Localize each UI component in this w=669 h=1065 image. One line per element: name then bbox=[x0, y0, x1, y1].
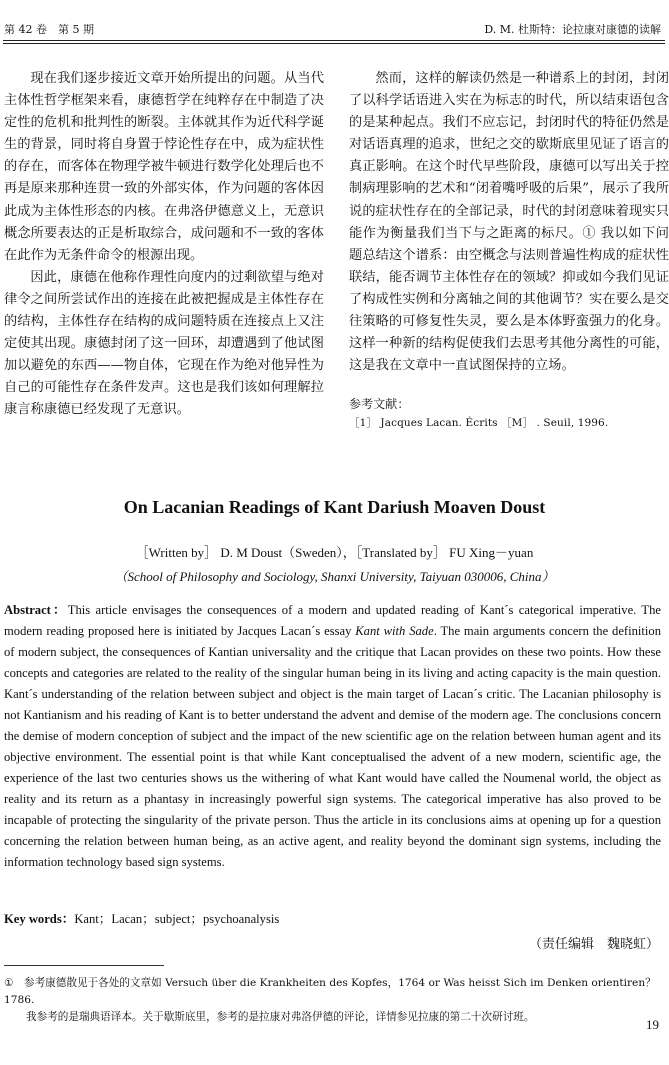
english-abstract bbox=[4, 600, 661, 873]
abstract-label: Abstract： bbox=[4, 603, 68, 617]
footnote-line: 参考康德散见于各处的文章如 Versuch über die Krankheiten des Kopfes，1764 or Was heisst Sich im Denken orientiren？1786. bbox=[4, 977, 656, 1006]
abstract-text: This article envisages the consequences of a modern and updated reading of Kant´s categorical imperative. The modern reading proposed here is initiated by Jacques Lacan´s essay bbox=[4, 603, 661, 638]
english-authors: ［Written by］ D. M Doust（Sweden），［Translated by］ FU Xing－yuan bbox=[135, 545, 534, 560]
english-title: On Lacanian Readings of Kant Dariush Moaven Doust bbox=[123, 497, 546, 517]
body-paragraph: 现在我们逐步接近文章开始所提出的问题。从当代主体性哲学框架来看，康德哲学在纯粹存在中制造了决定性的危机和批判性的断裂。主体就其作为近代科学诞生的背景，同时将自身置于悖论性存在中，成为症状性的存在，而客体在物理学被牛顿进行数学化处理后也不再是原来那种连贯一致的外部实体，作为问题的客体因此成为主体性形态的内核。在弗洛伊德意义上，无意识概念所要表达的正是析取综合，成问题和不一致的客体在此作为无条件命令的根源出现。 bbox=[4, 71, 324, 263]
footnote bbox=[4, 975, 661, 1026]
keywords bbox=[4, 908, 661, 927]
keywords-text: Kant；Lacan；subject；psychoanalysis bbox=[74, 912, 280, 926]
body-paragraph: 然而，这样的解读仍然是一种谱系上的封闭，封闭了以科学话语进入实在为标志的时代，所以结束语包含的是某种起点。我们不应忘记，封闭时代的特征仍然是对话语真理的追求，世纪之交的歇斯底里见证了语言的真正影响。在这个时代早些阶段，康德可以写出关于控制病理影响的艺术和“闭着嘴呼吸的后果”，展示了我所说的症状性存在的全部记录，时代的封闭意味着现实只能作为衡量我们当下与之距离的标尺。① 我以如下问题总结这个谱系：由空概念与法则普遍性构成的症状性联结，能否调节主体性存在的领域？抑或如今我们见证了构成性实例和分离轴之间的其他调节？实在要么是交往策略的可修复性失灵，要么是本体野蛮强力的化身。这样一种新的结构促使我们去思考其他分离性的可能，这是我在文章中一直试图保持的立场。 bbox=[349, 71, 669, 374]
abstract-essay-title: Kant with Sade bbox=[355, 624, 434, 638]
references-heading: 参考文献： bbox=[349, 397, 410, 412]
left-column bbox=[4, 68, 324, 422]
page-number: 19 bbox=[646, 1017, 659, 1032]
footnote-line: 我参考的是瑞典语译本。关于歇斯底里，参考的是拉康对弗洛伊德的评论，详情参见拉康的第二十次研讨班。 bbox=[26, 1011, 535, 1023]
running-title: D. M. 杜斯特：论拉康对康德的读解 bbox=[484, 23, 661, 36]
footnote-rule bbox=[4, 965, 164, 966]
journal-volume-issue: 第 42 卷 第 5 期 bbox=[4, 23, 94, 36]
header-rule-bottom bbox=[3, 43, 665, 44]
header-rule-top bbox=[3, 40, 665, 41]
right-column bbox=[349, 68, 669, 431]
abstract-text: . The main arguments concern the definition of modern subject, the consequences of Kantian universality and the critique that Lacan provides on these two points. How these concepts and categories are related to the reality of the singular human being in its living and acting capacity is the main question. Kant´s understanding of the relation between subject and object is the main target of Lacan´s critic. The Lacanian philosophy is not Kantianism and his reading of Kant is to better understand the advent and demise of the modern age. The conclusions concern the demise of modern conception of subject and the impact of the new scientific age on the relation between human agent and its objective environment. The essential point is that while Kant conceptualised the advent of a new modern, scientific age, the experience of the last two centuries shows us the withering of what Kant would have called the Noumenal world, the object as reality and its return as a phantasy in increasingly powerful sign systems. The categorical imperative has also proved to be incapable of protecting the singularity of the private person. Thus the article in its conclusions aims at opening up for a question concerning the relation between human being, as an active agent, and reality beyond the dominant sign systems, including the information technology based sign systems. bbox=[4, 624, 661, 869]
body-paragraph: 因此，康德在他称作理性向度内的过剩欲望与绝对律令之间所尝试作出的连接在此被把握成是主体性存在的结构，主体性存在结构的成问题特质在连接点上又注定使其出现。康德封闭了这一回环，却遭遇到了他试图加以避免的东西——物自体，它现在作为绝对他异性为自己的可能性存在条件发声。这也是我们该如何理解拉康言称康德已经发现了无意识。 bbox=[4, 269, 324, 418]
reference-item: ［1］ Jacques Lacan. Écrits ［M］ . Seuil, 1996. bbox=[349, 417, 609, 430]
footnote-mark: ① bbox=[4, 977, 14, 989]
english-affiliation: （School of Philosophy and Sociology, Shanxi University, Taiyuan 030006, China） bbox=[114, 569, 555, 584]
responsible-editor: （责任编辑 魏晓虹） bbox=[528, 937, 659, 952]
keywords-label: Key words： bbox=[4, 912, 75, 926]
